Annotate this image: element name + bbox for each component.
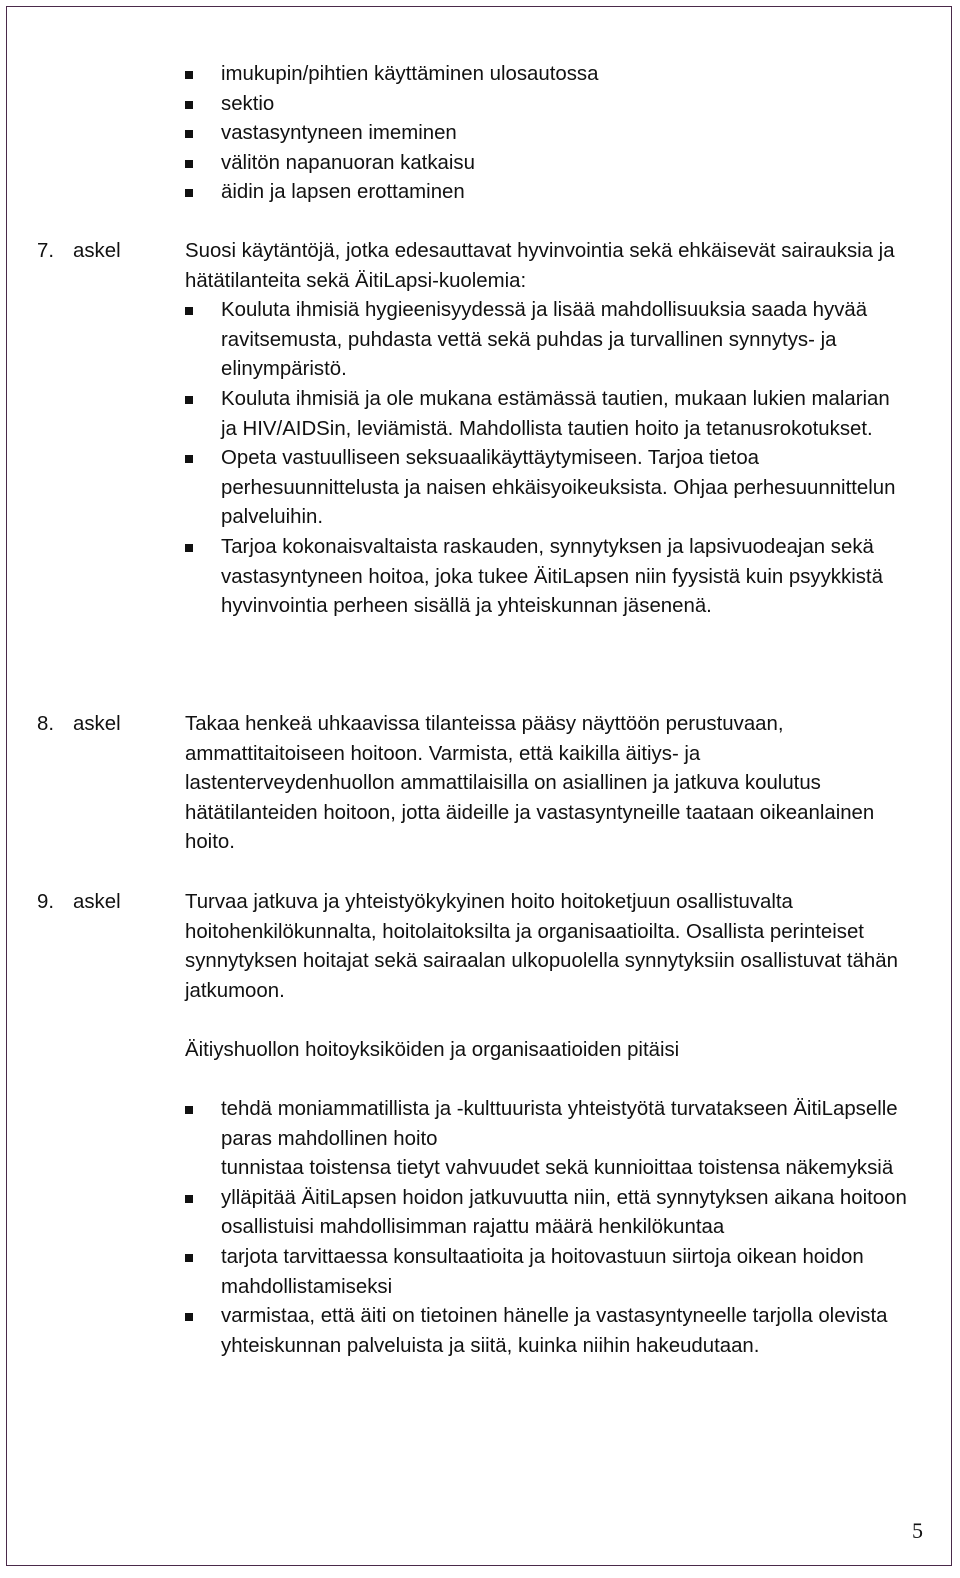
page-number: 5 bbox=[912, 1518, 923, 1543]
step-number: 9. bbox=[37, 891, 55, 913]
list-item: sektio bbox=[185, 90, 905, 120]
list-item: Kouluta ihmisiä ja ole mukana estämässä tautien, mukaan lukien malarian ja HIV/AIDSin, leviämistä. Mahdollista tautien hoito ja tetanusrokotukset. bbox=[185, 385, 905, 444]
list-item: Tarjoa kokonaisvaltaista raskauden, synnytyksen ja lapsivuodeajan sekä vastasyntyneen hoitoa, joka tukee ÄitiLapsen niin fyysistä kuin psyykkistä hyvinvointia perheen sisällä ja yhteiskunnan jäsenenä. bbox=[185, 533, 905, 622]
list-item: Opeta vastuulliseen seksuaalikäyttäytymiseen. Tarjoa tietoa perhesuunnittelusta ja naisen ehkäisyoikeuksista. Ohjaa perhesuunnittelun palveluihin. bbox=[185, 444, 905, 533]
step-text: Takaa henkeä uhkaavissa tilanteissa pääsy näyttöön perustuvaan, ammattitaitoiseen hoitoon. Varmista, että kaikilla äitiys- ja lastenterveydenhuollon ammattilaisilla on asiallinen ja jatkuva koulutus hätätilanteiden hoitoon, jotta äideille ja vastasyntyneille taataan oikeanlainen hoito. bbox=[185, 713, 875, 854]
step-label: askel bbox=[73, 891, 121, 913]
step-text: Turvaa jatkuva ja yhteistyökykyinen hoito hoitoketjuun osallistuvalta hoitohenkilökunnalta, hoitolaitoksilta ja organisaatioilta. Osallista perinteiset synnytyksen hoitajat sekä sairaalan ulkopuolella synnytyksiin osallistuvat tähän jatkumoon. bbox=[185, 891, 898, 1002]
list-item-continuation: tunnistaa toistensa tietyt vahvuudet sekä kunnioittaa toistensa näkemyksiä bbox=[221, 1157, 894, 1180]
step-number: 7. bbox=[37, 240, 55, 262]
list-item: vastasyntyneen imeminen bbox=[185, 119, 905, 149]
list-item: tarjota tarvittaessa konsultaatioita ja hoitovastuun siirtoja oikean hoidon mahdollistamiseksi bbox=[185, 1243, 915, 1302]
step-body bbox=[185, 710, 905, 858]
list-item: äidin ja lapsen erottaminen bbox=[185, 178, 905, 208]
step-intro: Suosi käytäntöjä, jotka edesauttavat hyvinvointia sekä ehkäisevät sairauksia ja hätätilanteita sekä ÄitiLapsi-kuolemia: bbox=[185, 240, 895, 292]
intro-line: Äitiyshuollon hoitoyksiköiden ja organisaatioiden pitäisi bbox=[185, 1039, 680, 1061]
list-item: varmistaa, että äiti on tietoinen hänelle ja vastasyntyneelle tarjolla olevista yhteiskunnan palveluista ja siitä, kuinka niihin hakeudutaan. bbox=[185, 1302, 915, 1361]
step-label: askel bbox=[73, 240, 121, 262]
step-number: 8. bbox=[37, 713, 55, 735]
bottom-bullet-list bbox=[185, 1095, 915, 1361]
list-item: tehdä moniammatillista ja -kulttuurista yhteistyötä turvatakseen ÄitiLapselle paras mahdollinen hoito bbox=[185, 1095, 915, 1154]
list-item: välitön napanuoran katkaisu bbox=[185, 149, 905, 179]
list-item: ylläpitää ÄitiLapsen hoidon jatkuvuutta niin, että synnytyksen aikana hoitoon osallistuisi mahdollisimman rajattu määrä henkilökuntaa bbox=[185, 1184, 915, 1243]
top-bullet-list bbox=[185, 60, 905, 208]
step-body bbox=[185, 888, 905, 1006]
step-body bbox=[185, 237, 905, 622]
list-item: Kouluta ihmisiä hygieenisyydessä ja lisää mahdollisuuksia saada hyvää ravitsemusta, puhdasta vettä sekä puhdas ja turvallinen synnytys- ja elinympäristö. bbox=[185, 296, 905, 385]
list-item: imukupin/pihtien käyttäminen ulosautossa bbox=[185, 60, 905, 90]
step-label: askel bbox=[73, 713, 121, 735]
